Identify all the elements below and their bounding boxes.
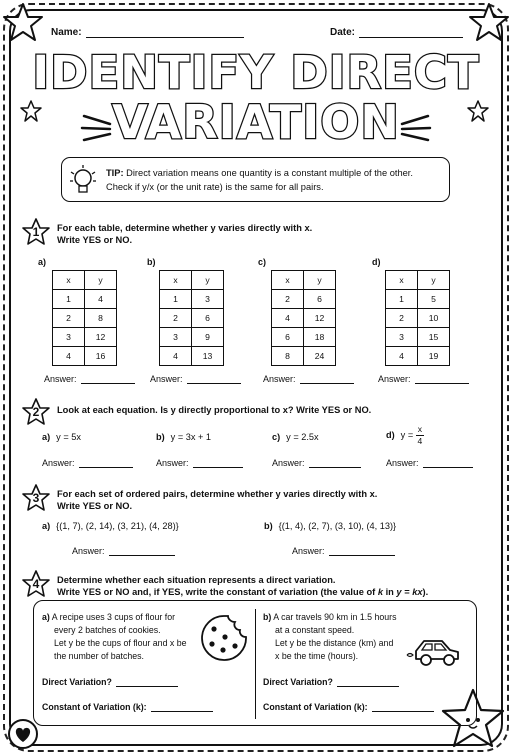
table-cell: 4 [53, 347, 85, 366]
answer-field[interactable] [156, 458, 243, 468]
tip-line2: Check if y/x (or the unit rate) is the same for all pairs. [106, 182, 324, 192]
field-label: Direct Variation? [263, 677, 333, 687]
item-label: a) [42, 432, 51, 442]
answer-blank[interactable] [79, 459, 133, 468]
table-row [386, 328, 450, 347]
answer-blank[interactable] [193, 459, 243, 468]
date-label: Date: [330, 27, 356, 38]
equation-item [156, 432, 211, 442]
table-label: d) [372, 257, 381, 267]
table-row [53, 290, 117, 309]
answer-label: Answer: [72, 546, 105, 556]
column-header: y [85, 271, 117, 290]
star-icon [468, 2, 510, 42]
instruction-text: Write YES or NO and, if YES, write the constant of variation (the value of [57, 587, 378, 597]
answer-field[interactable] [42, 458, 133, 468]
table-cell: 24 [304, 347, 336, 366]
xy-table [385, 270, 450, 366]
item-label: b) [263, 612, 272, 622]
table-cell: 12 [304, 309, 336, 328]
fraction-numerator: x [417, 424, 423, 434]
direct-variation-field[interactable] [42, 677, 178, 687]
divider [255, 609, 256, 719]
table-cell: 3 [160, 328, 192, 347]
column-header: x [272, 271, 304, 290]
date-field[interactable] [330, 27, 463, 38]
instruction-line: Write YES or NO. [57, 235, 133, 245]
car-icon [404, 633, 464, 669]
tip-box [61, 157, 450, 202]
answer-field[interactable] [72, 546, 175, 556]
section-number: 4 [32, 577, 40, 591]
table-label: b) [147, 257, 156, 267]
table-header-row [386, 271, 450, 290]
equation-text: y = 3x + 1 [170, 432, 212, 442]
tip-text [106, 166, 446, 194]
table-row [272, 290, 336, 309]
table-cell: 3 [386, 328, 418, 347]
situation-line: at a constant speed. [275, 625, 355, 635]
answer-field[interactable] [292, 546, 395, 556]
table-cell: 4 [85, 290, 117, 309]
xy-table [271, 270, 336, 366]
equation-item [272, 432, 319, 442]
answer-blank[interactable] [309, 459, 361, 468]
tip-line1: Direct variation means one quantity is a constant multiple of the other. [126, 168, 413, 178]
answer-blank[interactable] [329, 547, 395, 556]
table-row [386, 347, 450, 366]
burst-lines-right [398, 112, 432, 142]
table-row [53, 309, 117, 328]
pairs-text: {(1, 4), (2, 7), (3, 10), (4, 13)} [278, 521, 397, 531]
equation-item [386, 424, 424, 447]
table-row [160, 347, 224, 366]
answer-blank[interactable] [109, 547, 175, 556]
answer-label: Answer: [150, 374, 183, 384]
name-blank[interactable] [86, 28, 244, 38]
answer-field[interactable] [272, 458, 361, 468]
xy-table [159, 270, 224, 366]
situation-b [263, 611, 397, 663]
situation-line: A recipe uses 3 cups of flour for [51, 612, 176, 622]
column-header: y [304, 271, 336, 290]
table-cell: 6 [192, 309, 224, 328]
table-cell: 1 [53, 290, 85, 309]
star-icon [20, 100, 42, 122]
answer-label: Answer: [156, 458, 189, 468]
pairs-item [42, 521, 179, 531]
item-label: a) [42, 612, 50, 622]
situation-a [42, 611, 187, 663]
table-cell: 3 [53, 328, 85, 347]
equation-text: y = 2.5x [286, 432, 319, 442]
table-cell: 9 [192, 328, 224, 347]
instruction-text: in [382, 587, 397, 597]
situations-box [33, 600, 477, 726]
name-field[interactable] [51, 27, 244, 38]
table-cell: 1 [160, 290, 192, 309]
answer-field[interactable] [150, 374, 241, 384]
answer-blank[interactable] [81, 375, 135, 384]
star-icon [467, 100, 489, 122]
constant-field[interactable] [42, 702, 213, 712]
column-header: x [53, 271, 85, 290]
table-cell: 1 [386, 290, 418, 309]
cookie-icon [198, 613, 250, 663]
column-header: x [386, 271, 418, 290]
table-header-row [53, 271, 117, 290]
fraction [416, 424, 424, 447]
equation-kx: y = kx [396, 587, 423, 597]
item-label: c) [272, 432, 281, 442]
xy-table [52, 270, 117, 366]
table-cell: 8 [272, 347, 304, 366]
situation-line: x be the time (hours). [275, 651, 359, 661]
section-number: 2 [32, 405, 40, 419]
variable-k: k [377, 587, 383, 597]
answer-label: Answer: [44, 374, 77, 384]
date-blank[interactable] [359, 28, 463, 38]
table-cell: 2 [160, 309, 192, 328]
table-cell: 6 [304, 290, 336, 309]
direct-variation-field[interactable] [263, 677, 399, 687]
table-cell: 8 [85, 309, 117, 328]
column-header: y [192, 271, 224, 290]
equation-text: y = 5x [56, 432, 81, 442]
table-row [386, 290, 450, 309]
table-cell: 4 [272, 309, 304, 328]
field-blank[interactable] [116, 678, 178, 687]
table-label: c) [258, 257, 267, 267]
table-cell: 6 [272, 328, 304, 347]
table-header-row [272, 271, 336, 290]
answer-blank[interactable] [423, 459, 473, 468]
table-row [53, 328, 117, 347]
instruction-line [57, 586, 428, 598]
equation-item [42, 432, 81, 442]
table-row [160, 290, 224, 309]
section-3-instructions [57, 488, 377, 512]
answer-blank[interactable] [187, 375, 241, 384]
table-cell: 12 [85, 328, 117, 347]
situation-line: Let y be the distance (km) and [275, 638, 394, 648]
instruction-line: Determine whether each situation represents a direct variation. [57, 575, 336, 585]
table-header-row [160, 271, 224, 290]
table-cell: 16 [85, 347, 117, 366]
table-row [160, 309, 224, 328]
answer-blank[interactable] [415, 375, 469, 384]
answer-field[interactable] [378, 374, 469, 384]
star-icon [2, 2, 44, 42]
table-row [272, 347, 336, 366]
pairs-item [264, 521, 396, 531]
table-row [53, 347, 117, 366]
answer-field[interactable] [386, 458, 473, 468]
section-1-instructions [57, 222, 312, 246]
table-cell: 18 [304, 328, 336, 347]
table-cell: 5 [418, 290, 450, 309]
section-2-instructions: Look at each equation. Is y directly proportional to x? Write YES or NO. [57, 405, 372, 415]
column-header: y [418, 271, 450, 290]
table-cell: 4 [386, 347, 418, 366]
table-label: a) [38, 257, 47, 267]
situation-line: A car travels 90 km in 1.5 hours [273, 612, 397, 622]
item-label: d) [386, 429, 395, 440]
situation-line: the number of batches. [54, 651, 144, 661]
table-row [160, 328, 224, 347]
table-row [272, 309, 336, 328]
field-blank[interactable] [151, 703, 213, 712]
name-label: Name: [51, 27, 82, 38]
answer-blank[interactable] [300, 375, 354, 384]
answer-label: Answer: [292, 546, 325, 556]
instruction-line: Write YES or NO. [57, 501, 133, 511]
field-blank[interactable] [337, 678, 399, 687]
answer-field[interactable] [44, 374, 135, 384]
section-number: 1 [32, 225, 40, 239]
table-cell: 19 [418, 347, 450, 366]
answer-label: Answer: [42, 458, 75, 468]
answer-label: Answer: [263, 374, 296, 384]
answer-label: Answer: [378, 374, 411, 384]
instruction-text: ). [422, 587, 429, 597]
lightbulb-icon [68, 164, 98, 198]
burst-lines-left [80, 112, 114, 142]
section-4-instructions [57, 574, 428, 598]
field-label: Constant of Variation (k): [263, 702, 368, 712]
constant-field[interactable] [263, 702, 434, 712]
field-label: Constant of Variation (k): [42, 702, 147, 712]
situation-line: Let y be the cups of flour and x be [54, 638, 187, 648]
table-row [386, 309, 450, 328]
table-cell: 3 [192, 290, 224, 309]
table-cell: 10 [418, 309, 450, 328]
answer-label: Answer: [272, 458, 305, 468]
tip-label: TIP: [106, 168, 124, 178]
answer-label: Answer: [386, 458, 419, 468]
table-cell: 13 [192, 347, 224, 366]
table-cell: 2 [53, 309, 85, 328]
page-title-line2: VARIATION [112, 95, 400, 149]
table-row [272, 328, 336, 347]
table-cell: 2 [386, 309, 418, 328]
answer-field[interactable] [263, 374, 354, 384]
page-title-line1: IDENTIFY DIRECT [32, 46, 480, 99]
section-number: 3 [32, 491, 40, 505]
table-cell: 4 [160, 347, 192, 366]
fraction-denominator: 4 [417, 436, 423, 446]
instruction-line: For each table, determine whether y varies directly with x. [57, 223, 313, 233]
field-blank[interactable] [372, 703, 434, 712]
column-header: x [160, 271, 192, 290]
item-label: a) [42, 521, 51, 531]
pairs-text: {(1, 7), (2, 14), (3, 21), (4, 28)} [56, 521, 179, 531]
item-label: b) [264, 521, 273, 531]
equation-text: y = [400, 429, 414, 440]
instruction-line: For each set of ordered pairs, determine whether y varies directly with x. [57, 489, 378, 499]
situation-line: every 2 batches of cookies. [54, 625, 161, 635]
item-label: b) [156, 432, 165, 442]
table-cell: 2 [272, 290, 304, 309]
field-label: Direct Variation? [42, 677, 112, 687]
table-cell: 15 [418, 328, 450, 347]
